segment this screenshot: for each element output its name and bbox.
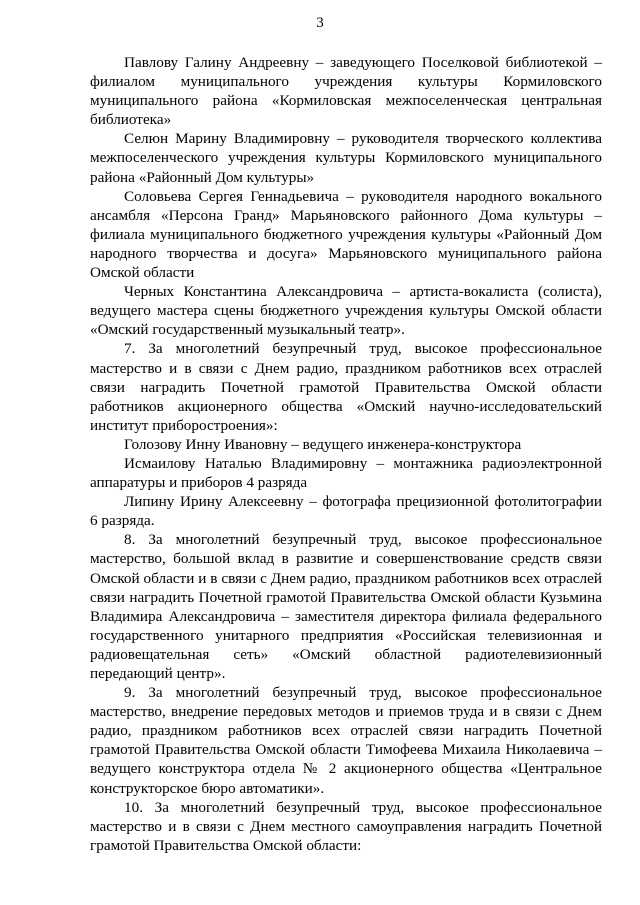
- award-entry-golozova: Голозову Инну Ивановну – ведущего инженера-конструктора: [124, 435, 522, 453]
- page-number: 3: [316, 15, 324, 31]
- award-entry-selyun: Селюн Марину Владимировну – руководителя творческого коллектива межпоселенческого учреждения культуры Кормиловского муниципального района «Районный Дом культуры»: [90, 130, 602, 186]
- award-entry-chernykh: Черных Константина Александровича – артиста-вокалиста (солиста), ведущего мастера сцены бюджетного учреждения культуры Омской области «Омский государственный музыкальный театр».: [90, 283, 602, 339]
- section-10-paragraph: 10. За многолетний безупречный труд, высокое профессиональное мастерство и в связи с Днем местного самоуправления наградить Почетной грамотой Правительства Омской области:: [90, 798, 602, 854]
- award-entry-lipina: Липину Ирину Алексеевну – фотографа прецизионной фотолитографии 6 разряда.: [90, 493, 602, 530]
- award-entry-solovyev: Соловьева Сергея Геннадьевича – руководителя народного вокального ансамбля «Персона Гранд» Марьяновского районного Дома культуры – филиала муниципального бюджетного учреждения культуры «Районный Дом народного творчества и досуга» Марьяновского муниципального района Омской области: [90, 187, 602, 282]
- award-entry-ismailova: Исмаилову Наталью Владимировну – монтажника радиоэлектронной аппаратуры и приборов 4 разряда: [90, 454, 602, 492]
- section-7-paragraph: 7. За многолетний безупречный труд, высокое профессиональное мастерство и в связи с Днем радио, праздником работников всех отраслей связи наградить Почетной грамотой Правительства Омской области работников акционерного общества «Омский научно-исследовательский институт приборостроения»:: [90, 340, 602, 434]
- document-body: [90, 53, 602, 855]
- section-8-paragraph: 8. За многолетний безупречный труд, высокое профессиональное мастерство, большой вклад в развитие и совершенствование средств связи Омской области и в связи с Днем радио, праздником работников всех отраслей связи наградить Почетной грамотой Правительства Омской области Кузьмина Владимира Александровича – заместителя директора филиала федерального государственного унитарного предприятия «Российская телевизионная и радиовещательная сеть» «Омский областной радиотелевизионный передающий центр».: [90, 531, 602, 682]
- section-9-paragraph: 9. За многолетний безупречный труд, высокое профессиональное мастерство, внедрение передовых методов и приемов труда и в связи с Днем радио, праздником работников всех отраслей связи наградить Почетной грамотой Правительства Омской области Тимофеева Михаила Николаевича – ведущего конструктора отдела № 2 акционерного общества «Центральное конструкторское бюро автоматики».: [90, 684, 602, 797]
- award-entry-pavlova: Павлову Галину Андреевну – заведующего Поселковой библиотекой – филиалом муниципального учреждения культуры Кормиловского муниципального района «Кормиловская межпоселенческая центральная библиотека»: [90, 54, 602, 129]
